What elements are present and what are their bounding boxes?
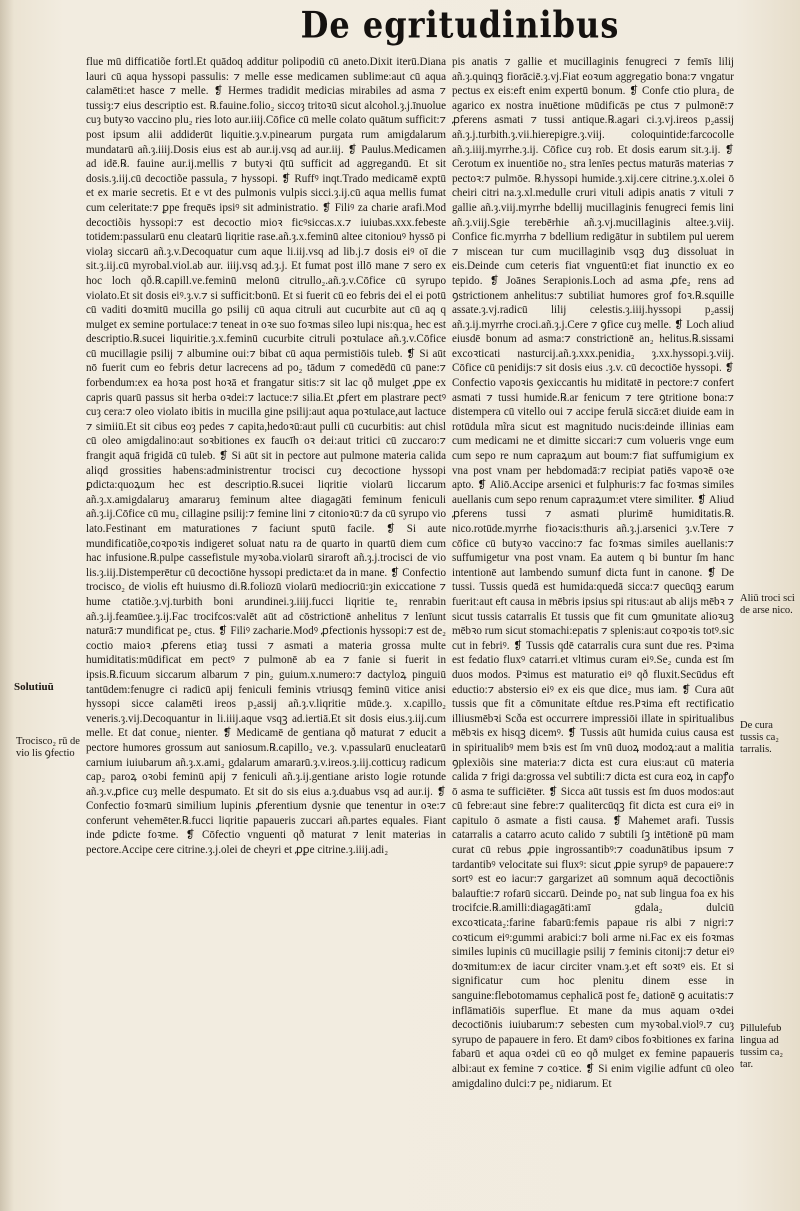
margin-note-aliud-trociscos: Aliū troci sci de arse nico. bbox=[740, 593, 795, 616]
right-column-text: pis anatis ⁊ gallie et mucillaginis fenugreci ⁊ femīs lilij añ.ȝ.quinqꝫ fiorāciē.ȝ.vj.Fiat eoꝛum aggregatio bona:⁊ vngatur pectus ex eis:eft enim expertū bonum. ❡ Confe ctio plura₂ de agarico ex nostra inuētione mūdificās pe ctus ⁊ pulmonē:⁊ ꝓferens asmati ⁊ tussi antique.℞.agari ci.ȝ.vj.ireos p₂assij añ.ȝ.j.turbith.ȝ.vii.hierepigre.ȝ.viij. coloquintide:farcocolle añ.ȝ.iiij.myrrhe.ȝ.ij. Cōfice cuȝ rob. Et dosis earum sit.ȝ.ij. ❡ Cerotum ex inuentiōe no₂ stra lenīes pectus maturās materias ⁊ pectoꝛ:⁊ pulmōe. ℞.hyssopi humide.ȝ.xij.cere citrine.ȝ.x.olei ō cheiri citri na.ȝ.xl.medulle cruri vituli adipis anatis ⁊ vituli ⁊ gallie añ.ȝ.viij.myrrhe bdellij mucillaginis fenugreci femis lini añ.ȝ.viij.Sgie terebērhie añ.ȝ.vj.mucillaginis altee.ȝ.viij. Confice fic.myrrha ⁊ bdellium redigātur in subtilem pul uerem ⁊ miscean tur cum mucillaginib vsqꝫ duꝫ dissoluat in eis.Deinde cum ceteris fiat vnguentū:et fiat inunctio ex eo tepido. ❡ Joānes Serapionis.Loch ad asma ꝓfe₂ rens ad ꝯstrictionem anhelitus:⁊ subtiliat humores grof foꝛ.℞.squille assate.ȝ.vj.radicū lilij celestis.ȝ.iiij.hyssopi p₂assij añ.ȝ.ij.myrrhe croci.añ.ȝ.j.Cere ⁊ ꝯfice cuȝ melle. ❡ Loch aliud eiusdē bonum ad asma:⁊ constrictionē an₂ helitus.℞.sissami excoꝛticati nasturcij.añ.ȝ.xxx.penidia₂ ȝ.xx.hyssopi.ȝ.viij. Cōfice cū penidijs:⁊ sit dosis eius .ȝ.v. cū decoctiōe hyssopi. ❡ Confectio vapoꝛis ꝯexiccantis hu miditatē in pectore:⁊ confert asmati ⁊ tussi humide.℞.ar fenicum ⁊ tere ꝯtritione bona:⁊ distempera cū vitello oui ⁊ accipe ferulā siccā:et diuide eam in rotūdula mĩra sicut est magnitudo nucis:deinde illinias eam cum medicami ne et dimitte siccari:⁊ cum volueris vnge eum cum sepo re num capraꝝum aut boum:⁊ fiat suffumigium ex vna post vnam per hebdomadā:⁊ recipiat patiēs vapoꝛē oꝛe apto. ❡ Aliō.Accipe arsenici et fulphuris:⁊ fac foꝛmas similes auellanis cum sepo renum capraꝝum:et vtere similiter. ❡ Aliud ꝓferens tussi ⁊ asmati plurimē humiditatis.℞. nico.rotūde.myrrhe fioꝛacis:thuris añ.ȝ.j.arsenici ȝ.v.Tere ⁊ cōfice cū butyꝛo vaccino:⁊ fac foꝛmas similes auellanis:⁊ suffumigetur vna post vnam. Ea autem q bi buntur ſm hanc intentionē aut lambendo sumunf dicta funt in canone. ❡ De tussi. Tussis quedā est humida:quedā sicca:⁊ quecūqꝫ earum fuerit:aut eft causa in mēbris ipsius spi ritus:aut ab alijs mēbꝛ ⁊ sicut tussis catarralis Et tussis que fit cum ꝯmunitate alioꝛuꝫ mēbꝛo rum sicut stomachi:epatis ⁊ splenis:aut coꝛpoꝛis totꝰ.sic cut in febriꝰ. ❡ Tussis qdē catarralis cura sunt due res. Pꝛima est fedatio fluxꝰ catarri.et vltimus curam eiꝰ.Se₂ cunda est ſm duos modos. Pꝛimus est maturatio eiꝰ qð fluxit.Secūdus eft eductio:⁊ abstersio eiꝰ ex eis que dice₂ mus iam. ❡ Cura aūt tussis que fit a cōmunitate eſtdue res.Pꝛima eft rectificatio illiusmēbꝛi Scða est occurrere impressiōi illate in spiritualibus mēbꝛis ex hisqꝫ dicemꝰ. ❡ Tussis aūt humida cuius causa est in spiritualibꝰ mem bꝛis est ſm vnū duoꝝ modoꝝ:aut a malitia ꝯplexiõis sine materia:⁊ dicta est cura eius:aut cū materia calida ⁊ frigi da:grossa vel subtili:⁊ dicta est cura eoꝝ in capꝭo ō asma te sufficiēter. ❡ Sicca aūt tussis est ſm duos modos:aut cū febre:aut sine febre:⁊ qualitercūqꝫ fit dicta est cura eiꝰ in capitulo ō asmate a fisti causa. ❡ Mahemet arafi. Tussis catarralis a catarro acuto calido ⁊ subtili ſꝫ intētionē pū mam curat cū rebus ꝓpie ingrossantibꝰ:⁊ coadunātibus ipsum ⁊ tardantibꝰ velocitate sui fluxꝰ: sicut ꝓpie syrupꝰ de papauere:⁊ sortꝰ est eo iacur:⁊ gargarizet aū somnum aquā decoctiõnis balauftie:⁊ rofarū siccarū. Deinde po₂ nat sub lingua foa ex his trocifcie.℞.amilli:diagagāti:amī gdala₂ dulciū excoꝛticata₂:farine fabarū:femis papaue ris albi ⁊ nigri:⁊ coꝛticum eiꝰ:gummi arabici:⁊ boli arme ni.Fac ex eis foꝛmas similes lupinis cū mucillagie psilij ⁊ feminis citonij:⁊ detur eiꝰ doꝛmitum:ex de iacur circiter vnam.ȝ.et eft soꝛtꝰ eis. Et si significatur cum hoc plenitu dinem esse in sanguine:flebotomamus cephalicā post fe₂ dationē ꝯ acuitatis:⁊ inflāmatiōis superflue. Et mane da mus aquam oꝛdei decoctiōnis iuiubarum:⁊ sebesten cum myꝛobal.violꝰ.⁊ cuȝ syrupo de papauere in fero. Et damꝰ cibos foꝛbitiones ex farina fabarū et aqua oꝛdei cū eo qð mulget ex femine papaueris albi:aut ex femine ⁊ coꝛtice. ❡ Si enim vigilie adfunt cū oleo amigdalino dulci:⁊ pe₂ nidiarum. Et bbox=[452, 56, 734, 1090]
page-gutter-shadow bbox=[0, 0, 14, 1211]
margin-note-solutiuum: Solutiuū bbox=[14, 681, 54, 693]
margin-note-de-cura: De cura tussis ca₂ tarralis. bbox=[740, 720, 779, 755]
left-text-column bbox=[86, 55, 446, 1203]
margin-note-pillulae: Pillulefub lingua ad tussim ca₂ tar. bbox=[740, 1023, 784, 1070]
page-title: De egritudinibus bbox=[300, 3, 620, 47]
running-head bbox=[0, 3, 800, 54]
margin-note-trociscos: Trocisco₂ rū de vio lis ꝯfectio bbox=[16, 736, 80, 759]
left-column-text: flue mū difficatiõe fortl.Et quādoq additur polipodiū cū aneto.Dixit iterū.Diana lauri cū aqua hyssopi passulis: ⁊ melle esse medicamen sublime:aut cū aqua calamēti:et hasce ⁊ melle. ❡ Hermes tradidit medicias mirabiles ad asma ⁊ tussiȝ:⁊ eius descriptio est. ℞.fauine.folio₂ siccoȝ tritoꝛū sicut alcohol.ȝ.j.īnuolue cuȝ butyꝛo vaccino plu₂ ries loto aur.iiij.Cōfice cū melle colato quātum sufficit:⁊ post ipsum alii addiderūt liquitie.ȝ.v.pinearum purgata rum amigdalarum mundatarū añ.ȝ.iiij.Dosis eius est ab aur.ij.vsq ad aur.iij. ❡ Paulus.Medicamen ad idē.℞. fauine aur.ij.mellis ⁊ butyꝛi q̄tū sufficit ad aggregandū. Et sit dosis.ȝ.iij.cū decoctiõe passula₂ ⁊ hyssopi. ❡ Ruffꝰ inqt.Trado medicamē exptū et ex marie secretis. Et e vt des pulmonis vulpis sicci.ȝ.ij.cū aqua mellis fumat cum celeritate:⁊ ꝑpe frequēs ipsiꝰ sit administratio. ❡ Filiꝰ za charie arafi.Mod decoctiõis hyssopi:⁊ est decoctio mioꝛ ficꝰsiccas.x.⁊ iuiubas.xxx.febeste totidem:passularū enu cleatarū liqritie rase.añ.ȝ.x.feminū altee citoniouꝰ hyssō pi violaȝ siccarū añ.ȝ.v.Decoquatur cum aque li.iij.vsq ad lib.j.⁊ dosis eiꝰ oī die sit.ȝ.iij.cū myrobal.viol.ab aur. iiij.vsq ad.ȝ.j. Et fumat post illō mane ⁊ sero ex hoc loch qð.℞.capill.ve.feminū melonū citrullo₂.añ.ȝ.v.Cōfice cū syrupo violato.Et sit dosis eiꝰ.ȝ.v.⁊ si sufficit:bonū. Et si fuerit cū eo febris dei el ei potū cū vaditi doꝛmitū mucilla go psilij cū aqua citruli aut cucurbite aut cū aq q mulget ex semine portulace:⁊ teneat in oꝛe suo foꝛmas sileo lupi nis:qua₂ hec est descriptio.℞.sucei liquiritie.ȝ.x.feminū cucurbite citruli poꝛtulace añ.ȝ.v.Cōfice cū mucillagie psilij ⁊ albumine oui:⁊ bibat cū aqua permistiōis tuleb. ❡ Si aūt nō fuerit cum eo febris detur lacrecens ad po₂ tādum ⁊ comedēdū cū pane:⁊ forbendum:ex ea hoꝛa post hoꝛā et frangatur sitis:⁊ sit lac qð mulget ꝓpe ex capris quarū passus sit herba oꝛdei:⁊ lactuce:⁊ silia.Et ꝓfert em plastrare pectꝰ cuȝ cera:⁊ oleo violato ibitis in mucilla gine psilij:aut aqua poꝛtulace,aut lactuce ⁊ simiiū.Et sit cibus eoȝ pedes ⁊ capita,hedoꝛū:aut pulli cū cucurbitis: aut chisl cū oleo amigdalino:aut soꝛbitiones ex faucīh oꝛ dei:aut tritici cū zuccaro:⁊ frangit aquā frigidā cū tuleb. ❡ Si aūt sit in pectore aut pulmone materia calida aliqd grossities habens:administrentur trocisci cuȝ decoctione hyssopi ꝑdicta:quoꝝum hec est descriptio.℞.sucei liqritie violarū liccarum añ.ȝ.x.amigdalaruȝ amararuȝ feminum altee diagagāti feminum feniculi añ.ȝ.ij.Cōfice cū mu₂ cillagine psilij:⁊ femine lini ⁊ citonioꝛū:⁊ da cū syrupo vio lato.Festinant em maturationes ⁊ faciunt sputū facile. ❡ Si aute mundificatiõe,coꝛpoꝛis indigeret soluat natu ra de quarto in quartū diem cum hac infusione.℞.pulpe cassefistule myꝛoba.violarū siraroft añ.ȝ.j.trocisci de vio lis.ȝ.iij.Distemperētur cū decoctiōne hyssopi predicta:et da in mane. ❡ Confectio trocisco₂ de violis eft huiusmo di.℞.foliozū violarū mediocriū:ȝin exiccatione ⁊ hume ctatiõe.ȝ.vj.turbith boni arundinei.ȝ.iiij.fucci liqritie te₂ renrabin añ.ȝ.ij.feamūee.ȝ.ij.Fac trocifcos:valēt aūt ad cōstrictionē anhelitus ⁊ lenīunt naturā:⁊ mundificat pe₂ ctus. ❡ Filiꝰ zacharie.Modꝰ ꝓfectionis hyssopi:⁊ est de₂ coctio maioꝛ ꝓferens etiaȝ tussi ⁊ asmati a materia grossa multe humiditatis:mūdificat em pectꝰ ⁊ pulmonē ab ea ⁊ fanie si fuerit in ipsis.℞.ficuum siccarum albarum ⁊ pin₂ guium.x.numero:⁊ dactyloꝝ pinguiū tantūdem:fenugre ci radicū apij feniculi feminis vtriusqꝫ feminū vitice anisi hyssopi sicce calamēti ireos p₂assij añ.ȝ.v.liqritie mūde.ȝ. x.capillo₂ veneris.ȝ.vij.Decoquantur in li.iiij.aque vsqꝫ ad.iertiā.Et sit dosis eius.ȝ.iij.cum melle. Et dat conue₂ nienter. ❡ Medicamē de gentiana qð maturat ⁊ educit a pectore humores grossum aut saniosum.℞.capillo₂ ve.ȝ. v.passularū enucleatarū carnium iuiubarum añ.ȝ.x.ami₂ gdalarum amararū.ȝ.v.ireos.ȝ.iij.cotticuȝ radicum cap₂ paroꝝ oꝛobi feminū apij ⁊ feniculi añ.ȝ.ij.gentiane aristo logie rotunde añ.ȝ.v.ꝓfice cuȝ melle despumato. Et sit do sis eius a.ȝ.duabus vsq ad aur.ij. ❡ Confectio foꝛmarū similium lupinis ꝓferentium dysnie que tenentur in oꝛe:⁊ conferunt vehemēter.℞.fucci liqritie papaueris zuccari añ.partes equales. Fiant inde ꝑdicte foꝛme. ❡ Cōfectio vnguenti qð maturat ⁊ lenit materias in pectore.Accipe cere citrine.ȝ.j.olei de cheyri et ꝓꝑe citrine.ȝ.iiij.adi₂ bbox=[86, 56, 446, 857]
right-text-column bbox=[452, 55, 734, 1203]
